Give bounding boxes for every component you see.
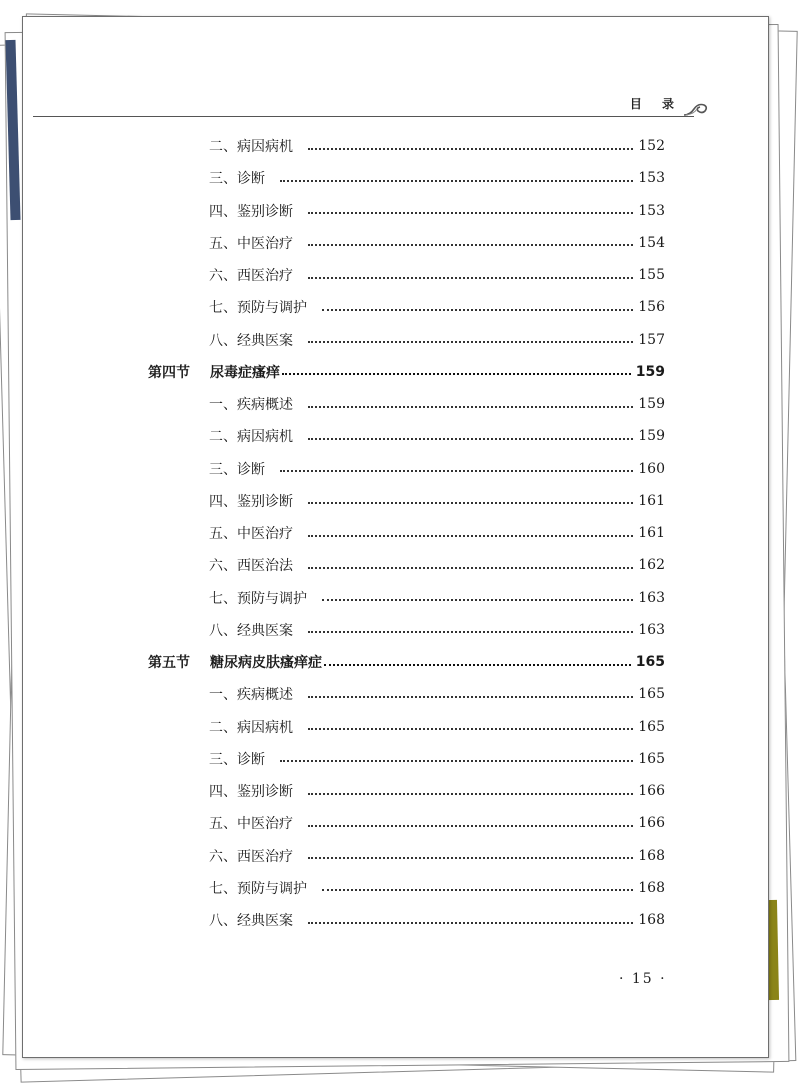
toc-page-number: 166 [638,783,665,799]
toc-entry-label: 二、病因病机 [209,429,293,446]
toc-page-number: 165 [635,654,665,670]
toc-entry[interactable] [209,328,665,352]
toc-entry[interactable] [209,521,665,545]
dot-leader [308,405,633,408]
header-title: 目 录 [629,97,682,111]
toc-page-number: 168 [638,847,665,864]
toc-section-entry[interactable] [148,360,665,384]
cloud-ornament-icon [682,97,708,117]
toc-page-number: 159 [638,396,665,412]
dot-leader [308,501,633,504]
toc-entry-label: 七、预防与调护 [209,590,307,607]
dot-leader [280,179,633,182]
toc-entry-label: 四、鉴别诊断 [209,203,293,220]
toc-entry-label: 二、病因病机 [209,719,293,736]
toc-entry-label: 三、诊断 [209,171,265,188]
toc-entry-label: 七、预防与调护 [209,300,307,317]
toc-page-number: 166 [638,815,665,832]
toc-entry-label: 五、中医治疗 [209,526,293,542]
toc-entry[interactable] [209,166,665,190]
toc-page-number: 161 [638,525,665,541]
toc-entry-label: 二、病因病机 [209,139,293,155]
section-number: 第四节 [148,364,190,381]
toc-entry[interactable] [209,424,665,448]
toc-entry[interactable] [209,747,665,771]
toc-entry-label: 四、鉴别诊断 [209,784,293,800]
toc-page-number: 159 [635,363,665,380]
toc-entry[interactable] [209,682,665,706]
dot-leader [322,888,633,891]
toc-entry-label: 尿毒症瘙痒 [210,364,280,381]
toc-entry-label: 七、预防与调护 [209,880,307,897]
toc-entry[interactable] [209,779,665,803]
toc-entry[interactable] [209,908,665,932]
dot-leader [308,824,633,827]
toc-page-number: 153 [638,202,665,219]
toc-entry[interactable] [209,489,665,513]
dot-leader [282,372,631,375]
dot-leader [322,598,633,601]
toc-entry[interactable] [209,263,665,287]
page-number: · 15 · [619,971,667,987]
dot-leader [308,147,633,150]
toc-page-number: 154 [638,234,665,251]
toc-page-number: 155 [638,267,665,283]
toc-entry-label: 五、中医治疗 [209,816,293,833]
dot-leader [322,308,633,311]
toc-entry-label: 六、西医治疗 [209,268,293,284]
toc-entry-label: 八、经典医案 [209,332,293,349]
toc-entry[interactable] [209,199,665,223]
page-header [23,17,768,117]
toc-page-number: 160 [638,460,665,477]
toc-page-number: 165 [638,686,665,703]
toc-page-number: 162 [638,557,665,574]
dot-leader [308,856,633,859]
dot-leader [308,727,633,730]
dot-leader [308,630,633,633]
toc-entry[interactable] [209,295,665,319]
dot-leader [308,211,633,214]
dot-leader [308,243,633,246]
dot-leader [308,340,633,343]
toc-entry-label: 八、经典医案 [209,622,293,639]
toc-page-number: 168 [638,912,665,928]
toc-entry-label: 八、经典医案 [209,913,293,929]
toc-page-number: 159 [638,428,665,445]
section-number: 第五节 [148,655,190,671]
dot-leader [308,276,633,279]
dot-leader [308,792,633,795]
dot-leader [308,534,633,537]
toc-entry[interactable] [209,457,665,481]
toc-entry-label: 六、西医治法 [209,558,293,575]
toc-entry-label: 五、中医治疗 [209,235,293,252]
toc-page-number: 161 [638,492,665,509]
toc-page-number: 163 [638,589,665,606]
dot-leader [308,437,633,440]
toc-entry[interactable] [209,392,665,416]
toc-entry[interactable] [209,715,665,739]
toc-page-number: 165 [638,750,665,767]
toc-entry-label: 三、诊断 [209,461,265,478]
toc-entry[interactable] [209,876,665,900]
toc-section-entry[interactable] [148,650,665,674]
header-rule [33,116,694,117]
toc-page-number: 152 [638,138,665,154]
toc-entry-label: 六、西医治疗 [209,848,293,865]
dot-leader [280,469,633,472]
toc-entry[interactable] [209,134,665,158]
toc-page-number: 163 [638,621,665,638]
toc-page-number: 157 [638,331,665,348]
toc-page-number: 168 [638,879,665,896]
toc-entry-label: 糖尿病皮肤瘙痒症 [210,655,322,671]
toc-entry[interactable] [209,586,665,610]
toc-entry[interactable] [209,811,665,835]
document-page [22,16,769,1058]
dot-leader [308,921,633,924]
dot-leader [280,759,633,762]
toc-entry[interactable] [209,553,665,577]
dot-leader [324,663,631,666]
dot-leader [308,695,633,698]
toc-entry-label: 三、诊断 [209,751,265,768]
toc-entry-label: 一、疾病概述 [209,397,293,413]
toc-page-number: 153 [638,170,665,187]
toc-entry-label: 一、疾病概述 [209,687,293,704]
toc-page-number: 165 [638,718,665,735]
toc-entry-label: 四、鉴别诊断 [209,493,293,510]
toc-entry[interactable] [209,618,665,642]
toc-entry[interactable] [209,231,665,255]
dot-leader [308,566,633,569]
toc-page-number: 156 [638,299,665,316]
toc-entry[interactable] [209,844,665,868]
